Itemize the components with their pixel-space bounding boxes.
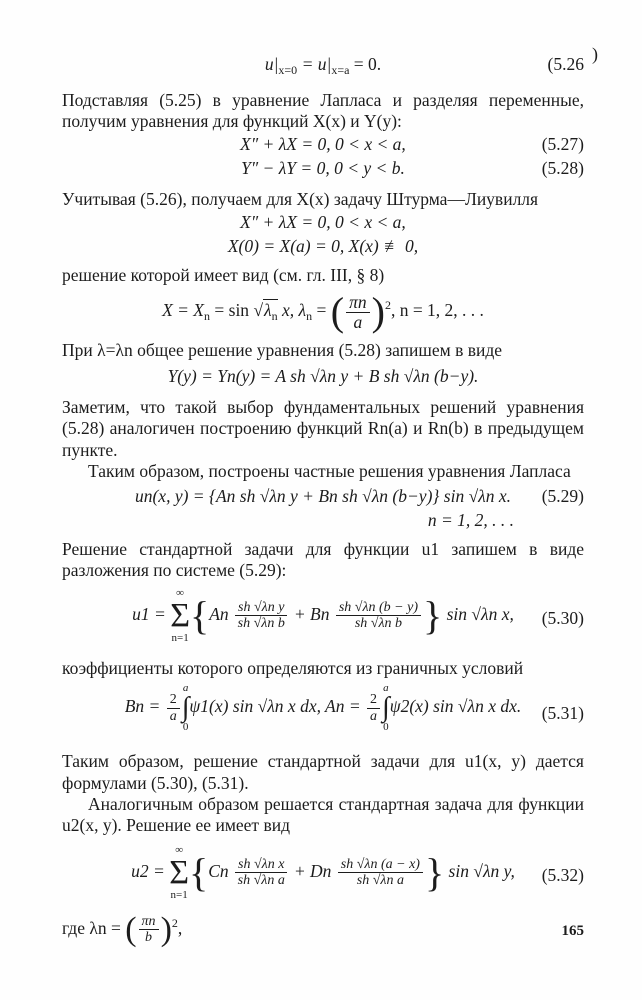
eigen-tail: , n = 1, 2, . . .	[390, 300, 484, 321]
lambda-frac-num: πn	[141, 913, 156, 929]
eq-number-5-30: (5.30)	[541, 607, 584, 628]
equation-5-28	[62, 158, 584, 179]
sturm-liouville-line-1: X″ + λX = 0, 0 < x < a,	[240, 212, 406, 233]
equation-5-32	[62, 845, 584, 907]
frac2-den: sh √λn b	[354, 616, 403, 632]
lambda-def-end: ,	[177, 917, 183, 938]
eq-5-32-dn: + Dn	[289, 860, 332, 881]
eq-5-32-tail: sin √λn y,	[444, 860, 515, 881]
lambda-square: 2	[171, 915, 178, 930]
eq-5-30-tail: sin √λn x,	[442, 603, 514, 624]
fraction-pi-n-a	[346, 293, 370, 333]
eigen-eq: =	[312, 300, 331, 321]
eq-5-31-b: Bn =	[124, 696, 165, 717]
lambda-def-pre: где λn =	[62, 917, 126, 938]
equation-5-31	[62, 683, 584, 747]
lambda-definition	[62, 910, 584, 948]
eigen-left: X = X	[162, 300, 205, 321]
int1-top: a	[182, 682, 189, 695]
eq-5-32-lhs: u2 =	[131, 860, 165, 881]
eq-number-5-28: (5.28)	[541, 157, 584, 178]
frac-num: πn	[349, 291, 367, 312]
equation-5-27	[62, 134, 584, 155]
eq-5-29-n-range	[62, 510, 584, 531]
fraction-sh-2	[336, 600, 421, 632]
eigen-sub-n2: n	[306, 309, 313, 324]
fraction-2-a-2	[367, 692, 380, 724]
fraction-pi-n-b	[139, 914, 159, 946]
summation-sign: ∞ Σ n=1	[170, 586, 190, 644]
frac1-den: sh √λn b	[237, 616, 285, 632]
eq-5-27-text: X″ + λX = 0, 0 < x < a,	[240, 134, 406, 155]
lambda-right-paren: )	[160, 910, 172, 948]
equation-5-29	[62, 486, 584, 507]
eigen-lambda: λ	[264, 300, 272, 321]
left-brace-2: {	[189, 849, 209, 895]
sum2-top: ∞	[175, 843, 184, 856]
frac-a-2: a	[370, 708, 378, 724]
eq-5-30-an: An	[209, 603, 229, 624]
paragraph-3: решение которой имеет вид (см. гл. III, § 8)	[62, 265, 385, 286]
int2-bottom: 0	[383, 721, 389, 734]
paragraph-5: Заметим, что такой выбор фундаментальных решений уравнения (5.28) аналогичен построению функций Rn(a) и Rn(b) в предыдущем пункте.	[62, 397, 584, 460]
equation-y	[62, 366, 584, 387]
right-brace: }	[423, 592, 443, 638]
eigen-sub-n: n	[204, 309, 211, 324]
eq-number-5-29: (5.29)	[541, 486, 584, 507]
sqrt-lambda: $√\lambda_n$	[253, 300, 278, 324]
eigen-after: x, λ	[277, 300, 307, 321]
page-body	[62, 54, 584, 947]
int2-top: a	[383, 682, 389, 695]
eq-5-30-lhs: u1 =	[132, 603, 166, 624]
frac4-den: sh √λn a	[356, 873, 404, 889]
margin-mark: )	[592, 44, 598, 64]
eigen-square: 2	[384, 298, 391, 313]
paragraph-2: Учитывая (5.26), получаем для X(x) задачу Штурма—Лиувилля	[62, 189, 539, 209]
eq-y-text: Y(y) = Yn(y) = A sh √λn y + B sh √λn (b−y).	[167, 365, 479, 386]
sum2-bottom: n=1	[170, 888, 188, 901]
eq-number-5-32: (5.32)	[541, 864, 584, 885]
eq-5-28-text: Y″ − λY = 0, 0 < y < b.	[241, 157, 405, 178]
sum-top: ∞	[176, 586, 185, 599]
eq-5-30-bn: + Bn	[289, 603, 330, 624]
sturm-liouville-line-2: X(0) = X(a) = 0, X(x) ≢ 0,	[227, 235, 419, 256]
fraction-sh-4	[338, 857, 423, 889]
paragraph-7: Решение стандартной задачи для функции u1 запишем в виде разложения по системе (5.29):	[62, 539, 584, 581]
eq-5-29-text: un(x, y) = {An sh √λn y + Bn sh √λn (b−y)} sin √λn x.	[134, 486, 512, 507]
equation-eigen	[62, 289, 584, 335]
eq-5-26-mid: = u|	[297, 54, 332, 74]
eq-5-31-int2: ψ2(x) sin √λn x dx.	[389, 696, 522, 717]
right-brace-2: }	[424, 849, 445, 895]
sturm-liouville-eq-1	[62, 212, 584, 233]
eigen-lambda-sub: n	[271, 309, 278, 324]
paragraph-4: При λ=λn общее решение уравнения (5.28) запишем в виде	[62, 340, 503, 361]
equation-5-26	[62, 54, 584, 78]
left-paren: (	[330, 289, 345, 335]
paragraph-9: Таким образом, решение стандартной задачи для u1(x, y) дается формулами (5.30), (5.31).	[62, 751, 584, 793]
integral-sign-1: a ∫ 0	[181, 682, 190, 734]
paragraph-1: Подставляя (5.25) в уравнение Лапласа и разделяя переменные, получим уравнения для функций X(x) и Y(y):	[62, 89, 584, 131]
page-number: 165	[561, 923, 584, 939]
frac-den: a	[353, 311, 363, 332]
paragraph-6: Таким образом, построены частные решения уравнения Лапласа	[88, 461, 571, 482]
lambda-left-paren: (	[125, 910, 137, 948]
eq-number-5-31: (5.31)	[541, 703, 584, 724]
frac4-num: sh √λn (a − x)	[340, 856, 420, 872]
eq-5-29-tail: n = 1, 2, . . .	[427, 509, 514, 530]
integral-sign-2: a ∫ 0	[382, 682, 390, 734]
summation-sign-2: ∞ Σ n=1	[169, 843, 190, 901]
equation-5-30	[62, 588, 584, 650]
int1-bottom: 0	[182, 721, 189, 734]
frac-two-2: 2	[367, 692, 380, 708]
left-brace: {	[190, 592, 210, 638]
frac1-num: sh √λn y	[238, 599, 285, 615]
frac-two-1: 2	[167, 692, 180, 708]
eq-5-26-sub2: x=a	[331, 63, 350, 77]
lambda-frac-den: b	[145, 930, 153, 946]
fraction-2-a-1	[167, 692, 180, 724]
eigen-mid: = sin	[210, 300, 254, 321]
frac3-num: sh √λn x	[238, 856, 285, 872]
frac-a-1: a	[169, 708, 177, 724]
eq-5-31-int1: ψ1(x) sin √λn x dx, An =	[189, 696, 366, 717]
eq-5-32-cn: Cn	[208, 860, 229, 881]
eq-5-26-rhs: = 0.	[349, 54, 382, 74]
paragraph-8: коэффициенты которого определяются из граничных условий	[62, 657, 524, 678]
fraction-sh-3	[235, 857, 287, 889]
eq-number-5-27: (5.27)	[541, 134, 584, 155]
sturm-liouville-eq-2	[62, 236, 584, 257]
eq-5-26-sub1: x=0	[278, 63, 298, 77]
eq-5-26-lhs: u|	[264, 54, 279, 74]
frac2-num: sh √λn (b − y)	[338, 599, 419, 615]
fraction-sh-1	[235, 600, 287, 632]
eq-number-5-26: (5.26	[547, 54, 584, 74]
paragraph-10: Аналогичным образом решается стандартная задача для функции u2(x, y). Решение ее имеет вид	[62, 793, 584, 836]
sum-bottom: n=1	[171, 631, 189, 644]
frac3-den: sh √λn a	[237, 873, 285, 889]
right-paren: )	[371, 289, 385, 335]
